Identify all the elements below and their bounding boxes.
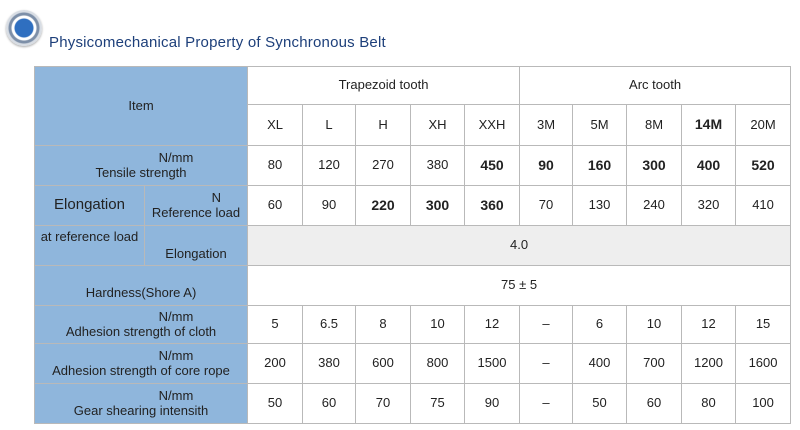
table-cell: 520 xyxy=(736,146,791,186)
table-cell: 200 xyxy=(248,344,303,384)
table-row-gear-shearing xyxy=(35,384,791,424)
table-cell: 90 xyxy=(465,384,520,424)
table-cell: – xyxy=(520,344,573,384)
table-cell: 15 xyxy=(736,306,791,344)
table-cell: 10 xyxy=(627,306,682,344)
table-cell: 220 xyxy=(356,186,411,226)
elongation-sub-label: Elongation xyxy=(145,226,248,266)
col-header-xxh: XXH xyxy=(465,105,520,146)
table-cell: 5 xyxy=(248,306,303,344)
elongation-value: 4.0 xyxy=(248,226,791,266)
table-cell: 75 xyxy=(411,384,465,424)
table-cell: 8 xyxy=(356,306,411,344)
reference-load-unit: N xyxy=(211,190,222,206)
col-header-8m: 8M xyxy=(627,105,682,146)
col-header-l: L xyxy=(303,105,356,146)
table-cell: 1600 xyxy=(736,344,791,384)
table-cell: 50 xyxy=(573,384,627,424)
at-reference-load-label: at reference load xyxy=(35,226,145,266)
table-cell: 450 xyxy=(465,146,520,186)
table-cell: 270 xyxy=(356,146,411,186)
table-cell: 600 xyxy=(356,344,411,384)
table-cell: 90 xyxy=(303,186,356,226)
adhesion-cloth-name: Adhesion strength of cloth xyxy=(65,323,217,339)
table-cell: 160 xyxy=(573,146,627,186)
col-header-20m: 20M xyxy=(736,105,791,146)
col-header-5m: 5M xyxy=(573,105,627,146)
table-cell: 800 xyxy=(411,344,465,384)
table-cell: 300 xyxy=(627,146,682,186)
trapezoid-tooth-header: Trapezoid tooth xyxy=(248,67,520,105)
gear-shearing-name: Gear shearing intensith xyxy=(73,402,209,418)
table-cell: 10 xyxy=(411,306,465,344)
adhesion-rope-unit: N/mm xyxy=(158,348,194,364)
table-cell: – xyxy=(520,306,573,344)
item-header: Item xyxy=(35,67,248,146)
table-row-hardness xyxy=(35,266,791,306)
table-row-tensile xyxy=(35,146,791,186)
col-header-14m: 14M xyxy=(682,105,736,146)
table-cell: 1500 xyxy=(465,344,520,384)
table-cell: 100 xyxy=(736,384,791,424)
col-header-xl: XL xyxy=(248,105,303,146)
tensile-label xyxy=(35,146,248,186)
adhesion-cloth-unit: N/mm xyxy=(158,309,194,325)
table-cell: 130 xyxy=(573,186,627,226)
table-cell: 60 xyxy=(248,186,303,226)
hardness-label: Hardness(Shore A) xyxy=(35,266,248,306)
adhesion-rope-label xyxy=(35,344,248,384)
col-header-xh: XH xyxy=(411,105,465,146)
col-header-3m: 3M xyxy=(520,105,573,146)
gear-shearing-unit: N/mm xyxy=(158,388,194,404)
table-cell: 400 xyxy=(573,344,627,384)
table-cell: 90 xyxy=(520,146,573,186)
reference-load-name: Reference load xyxy=(151,204,241,220)
table-cell: 70 xyxy=(356,384,411,424)
table-cell: 300 xyxy=(411,186,465,226)
table-cell: – xyxy=(520,384,573,424)
table-cell: 60 xyxy=(303,384,356,424)
table-cell: 320 xyxy=(682,186,736,226)
page-header xyxy=(0,0,800,66)
table-row-elongation-ref xyxy=(35,186,791,226)
table-cell: 380 xyxy=(411,146,465,186)
table-cell: 6 xyxy=(573,306,627,344)
hardness-value: 75 ± 5 xyxy=(248,266,791,306)
adhesion-rope-name: Adhesion strength of core rope xyxy=(52,362,230,378)
table-cell: 12 xyxy=(465,306,520,344)
table-cell: 360 xyxy=(465,186,520,226)
table-row-adhesion-rope xyxy=(35,344,791,384)
elongation-label: Elongation xyxy=(35,186,145,226)
adhesion-cloth-label xyxy=(35,306,248,344)
table-cell: 80 xyxy=(682,384,736,424)
table-cell: 380 xyxy=(303,344,356,384)
page-title: Physicomechanical Property of Synchronous Belt xyxy=(49,34,386,51)
table-cell: 70 xyxy=(520,186,573,226)
reference-load-label xyxy=(145,186,248,226)
table-cell: 1200 xyxy=(682,344,736,384)
table-cell: 80 xyxy=(248,146,303,186)
table-row-elongation-at-ref xyxy=(35,226,791,266)
tensile-unit: N/mm xyxy=(158,150,194,166)
logo-icon xyxy=(6,10,42,46)
property-table xyxy=(34,66,791,424)
tensile-name: Tensile strength xyxy=(95,164,187,180)
col-header-h: H xyxy=(356,105,411,146)
table-row-adhesion-cloth xyxy=(35,306,791,344)
arc-tooth-header: Arc tooth xyxy=(520,67,791,105)
gear-shearing-label xyxy=(35,384,248,424)
table-cell: 120 xyxy=(303,146,356,186)
table-cell: 50 xyxy=(248,384,303,424)
table-cell: 60 xyxy=(627,384,682,424)
table-cell: 410 xyxy=(736,186,791,226)
header-row-group xyxy=(35,67,791,105)
table-cell: 700 xyxy=(627,344,682,384)
table-cell: 240 xyxy=(627,186,682,226)
table-cell: 6.5 xyxy=(303,306,356,344)
table-cell: 400 xyxy=(682,146,736,186)
table-cell: 12 xyxy=(682,306,736,344)
